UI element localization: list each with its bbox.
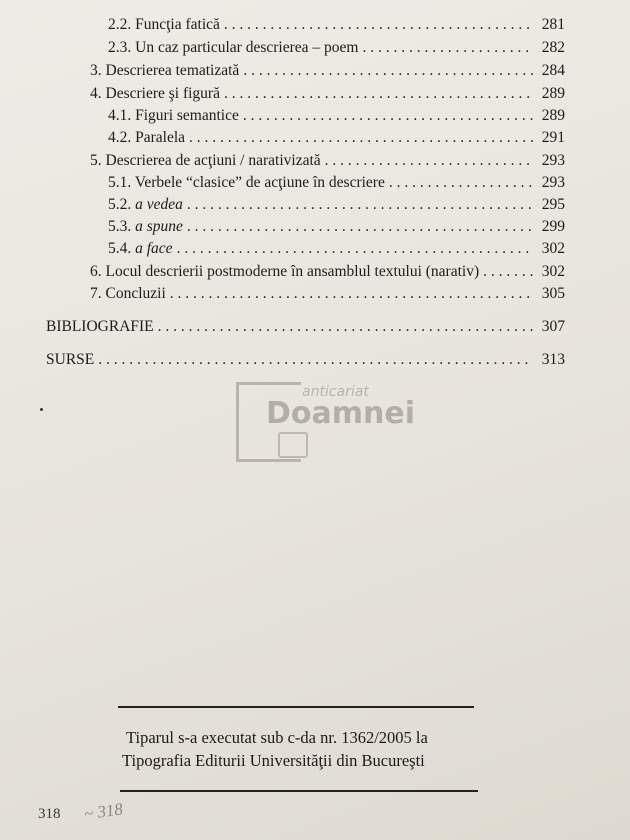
toc-leader-dots (177, 239, 533, 259)
toc-entry (108, 173, 565, 193)
toc-entry (90, 84, 565, 104)
toc-entry (108, 239, 565, 259)
toc-entry-label: 4. Descriere şi figură (90, 85, 220, 102)
toc-entry-label: 2.2. Funcţia fatică (108, 16, 220, 33)
toc-entry-label: 6. Locul descrierii postmoderne în ansamblul textului (narativ) (90, 263, 480, 280)
toc-entry-page: 289 (541, 107, 565, 124)
books-icon (278, 432, 308, 458)
toc-entry-label: 5. Descrierea de acţiuni / narativizată (90, 152, 321, 169)
pencil-note: ~ 318 (82, 799, 125, 824)
toc-entry-page: 289 (541, 85, 565, 102)
watermark-text: anticariat (302, 384, 369, 400)
toc-entry (108, 106, 565, 126)
toc-entry-number: 5.4. (108, 240, 136, 257)
toc-entry (108, 15, 565, 35)
colophon-line: Tiparul s-a executat sub c-da nr. 1362/2005 la (126, 728, 428, 747)
watermark-logo (236, 382, 426, 460)
colophon-line: Tipografia Editurii Universităţii din Bucureşti (122, 751, 425, 770)
stray-mark (40, 408, 43, 411)
toc-leader-dots (362, 38, 533, 58)
watermark-brand: Doamnei (266, 396, 416, 431)
toc-entry-label: 7. Concluzii (90, 285, 166, 302)
toc-entry-label: 3. Descrierea tematizată (90, 62, 240, 79)
toc-entry-label: 2.3. Un caz particular descrierea – poem (108, 39, 359, 56)
toc-entry-number: 5.3. (108, 218, 136, 235)
toc-entry-page: 313 (541, 351, 565, 368)
toc-leader-dots (187, 217, 533, 237)
toc-leader-dots (187, 195, 533, 215)
toc-entry (108, 217, 565, 237)
toc-entry-page: 299 (541, 218, 565, 235)
toc-entry-label: 4.1. Figuri semantice (108, 107, 239, 124)
toc-entry-page: 291 (541, 129, 565, 146)
toc-leader-dots (483, 262, 533, 282)
toc-leader-dots (224, 15, 533, 35)
toc-leader-dots (325, 151, 533, 171)
toc-entry-page: 302 (541, 240, 565, 257)
toc-entry-label: 5.1. Verbele “clasice” de acţiune în descriere (108, 174, 385, 191)
toc-entry-page: 305 (541, 285, 565, 302)
toc-entry-number: 5.2. (108, 196, 136, 213)
toc-leader-dots (98, 350, 533, 370)
page-number: 318 (38, 806, 61, 822)
toc-entry-label: SURSE (46, 351, 95, 368)
toc-entry-label (108, 195, 183, 215)
toc-entry-page: 282 (541, 39, 565, 56)
toc-entry-label: BIBLIOGRAFIE (46, 318, 154, 335)
toc-entry (46, 317, 565, 337)
toc-entry-label (108, 239, 173, 259)
toc-leader-dots (243, 106, 533, 126)
toc-leader-dots (389, 173, 533, 193)
toc-entry (90, 284, 565, 304)
toc-entry-page: 302 (541, 263, 565, 280)
toc-entry-page: 293 (541, 174, 565, 191)
toc-entry (108, 38, 565, 58)
toc-entry-page: 307 (541, 318, 565, 335)
toc-entry-page: 293 (541, 152, 565, 169)
toc-entry-page: 295 (541, 196, 565, 213)
toc-entry-title: a spune (135, 218, 183, 235)
toc-leader-dots (243, 61, 533, 81)
bottom-rule (120, 790, 478, 792)
toc-leader-dots (189, 128, 533, 148)
toc-entry-title: a vedea (135, 196, 183, 213)
toc-leader-dots (158, 317, 533, 337)
top-rule (118, 706, 474, 708)
toc-entry (90, 61, 565, 81)
toc-entry-label: 4.2. Paralela (108, 129, 186, 146)
toc-entry-page: 284 (541, 62, 565, 79)
toc-entry (90, 262, 565, 282)
toc-entry (46, 350, 565, 370)
toc-entry-page: 281 (541, 16, 565, 33)
toc-entry-title: a face (135, 240, 173, 257)
toc-leader-dots (224, 84, 533, 104)
toc-entry (108, 128, 565, 148)
toc-leader-dots (170, 284, 533, 304)
toc-entry (108, 195, 565, 215)
toc-entry-label (108, 217, 183, 237)
toc-entry (90, 151, 565, 171)
